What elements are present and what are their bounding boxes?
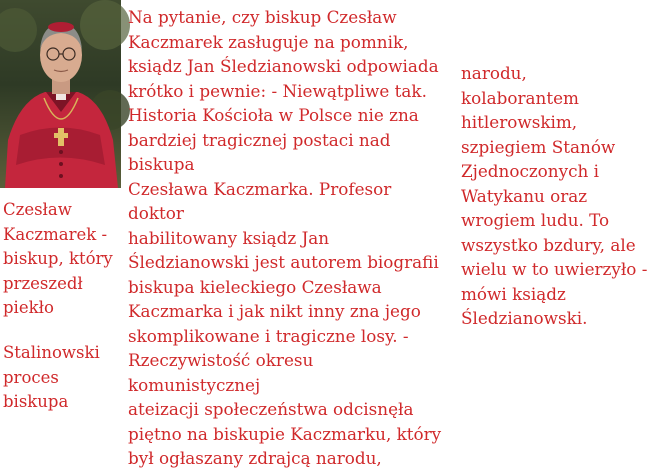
article-column-main: Na pytanie, czy biskup Czesław Kaczmarek zasługuje na pomnik, ksiądz Jan Śledzianowski odpowiada krótko i pewnie: - Niewątpliwe tak. Historia Kościoła w Polsce nie zna bardziej tragicznej postaci nad biskupa Czesława Kaczmarka. Profesor doktor habilitowany ksiądz Jan Śledzianowski jest autorem biografii biskupa kieleckiego Czesława Kaczmarka i jak nikt inny zna jego skomplikowane i tragiczne losy. - Rzeczywistość okresu komunistycznej ateizacji społeczeństwa odcisnęła piętno na biskupie Kaczmarku, który był ogłaszany zdrajcą narodu, [128,7,442,468]
photo-caption-subtitle: Stalinowski proces biskupa [3,343,100,412]
photo-caption-title: Czesław Kaczmarek - biskup, który przeszedł piekło [3,200,113,318]
article-column-right: narodu, kolaborantem hitlerowskim, szpiegiem Stanów Zjednoczonych i Watykanu oraz wrogiem ludu. To wszystko bzdury, ale wielu w to uwierzyło - mówi ksiądz Śledzianowski. [461,63,648,328]
bishop-portrait-photo [0,0,121,188]
portrait-drawing [0,0,121,188]
